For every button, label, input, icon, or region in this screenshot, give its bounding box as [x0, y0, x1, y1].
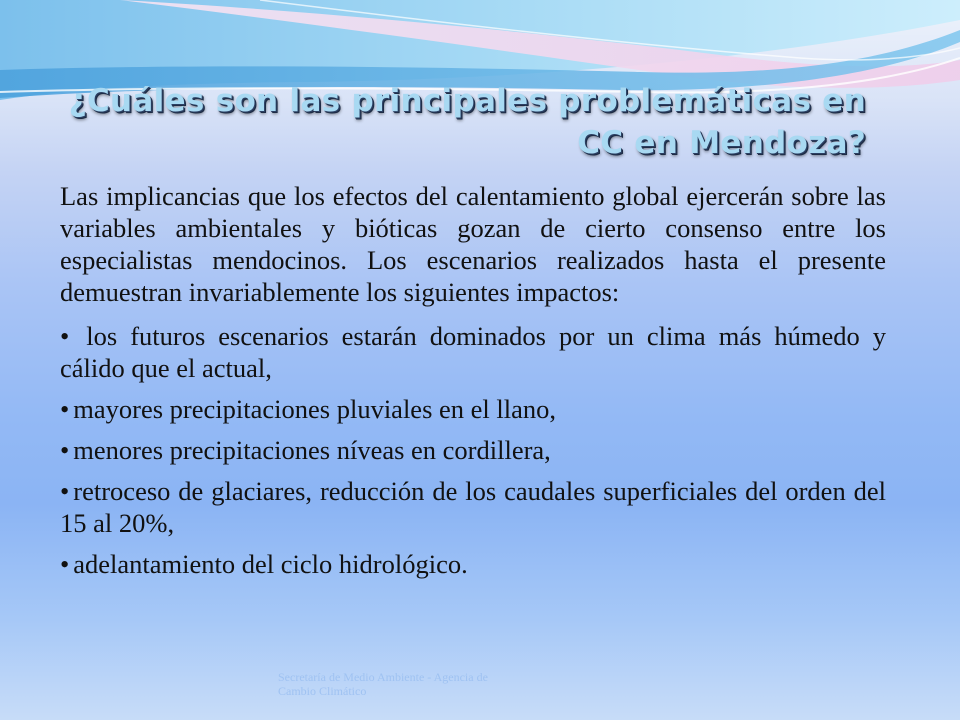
bullet-text: adelantamiento del ciclo hidrológico.	[73, 549, 468, 579]
bullet-item	[60, 320, 886, 384]
footer-line: Secretaría de Medio Ambiente - Agencia de	[278, 670, 488, 684]
bullet-glyph: •	[60, 476, 70, 506]
bullet-item	[60, 393, 886, 425]
bullet-glyph: •	[60, 549, 70, 579]
bullet-text: mayores precipitaciones pluviales en el llano,	[73, 394, 557, 424]
bullet-item	[60, 475, 886, 539]
bullet-text: los futuros escenarios estarán dominados por un clima más húmedo y cálido que el actual,	[60, 321, 887, 383]
bullet-item	[60, 548, 886, 580]
bullet-glyph: •	[60, 394, 70, 424]
bullet-text: retroceso de glaciares, reducción de los caudales superficiales del orden del 15 al 20%,	[60, 476, 886, 538]
slide-footer	[278, 670, 598, 698]
bullet-item	[60, 434, 886, 466]
slide-title: ¿Cuáles son las principales problemáticas en CC en Mendoza?	[68, 83, 866, 161]
bullet-text: menores precipitaciones níveas en cordillera,	[73, 435, 551, 465]
bullet-glyph: •	[60, 435, 70, 465]
slide-body	[60, 180, 886, 589]
intro-paragraph: Las implicancias que los efectos del calentamiento global ejercerán sobre las variables ambientales y bióticas gozan de cierto consenso entre los especialistas mendocinos. Los escenarios realizados hasta el presente demuestran invariablemente los siguientes impactos:	[60, 181, 886, 307]
bullet-glyph: •	[60, 321, 70, 351]
footer-line: Cambio Climático	[278, 684, 367, 698]
